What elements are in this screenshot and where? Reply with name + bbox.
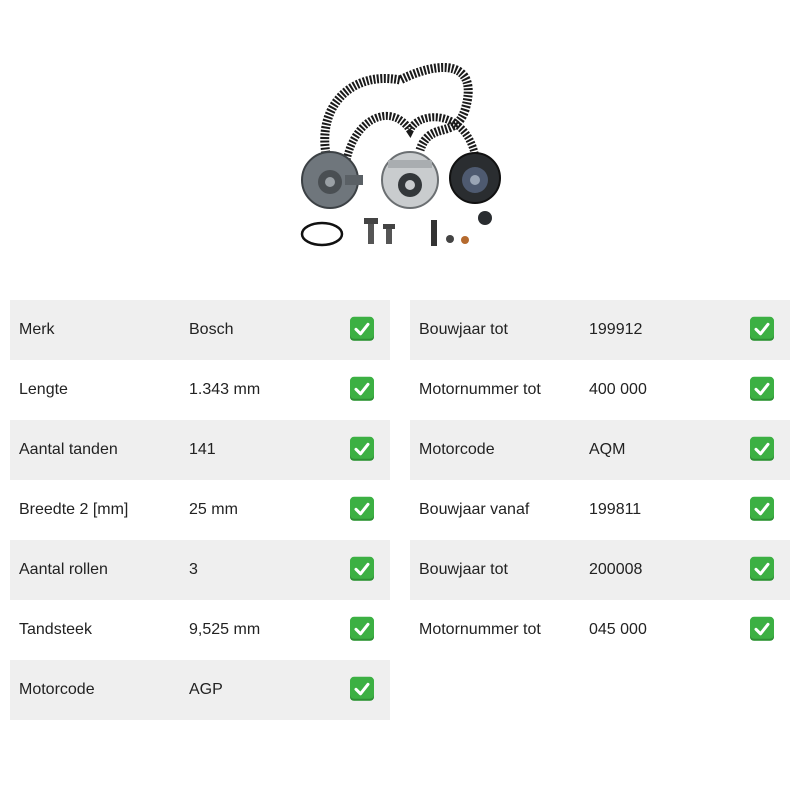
check-icon <box>350 317 374 341</box>
check-icon <box>350 497 374 521</box>
check-icon <box>750 557 774 581</box>
spec-table-right <box>410 300 790 660</box>
spec-value: 199811 <box>589 501 642 518</box>
spec-row <box>10 540 390 600</box>
spec-value: 9,525 mm <box>189 621 261 638</box>
spec-table-left <box>10 300 390 720</box>
spec-value: 045 000 <box>589 621 647 638</box>
check-icon <box>750 377 774 401</box>
check-icon <box>750 317 774 341</box>
check-icon <box>350 557 374 581</box>
spec-value: AQM <box>589 441 626 458</box>
spec-label: Motorcode <box>419 441 495 458</box>
spec-label: Bouwjaar vanaf <box>419 501 530 518</box>
spec-value: Bosch <box>189 321 234 338</box>
check-icon <box>350 377 374 401</box>
spec-value: 199912 <box>589 321 643 338</box>
spec-row <box>10 480 390 540</box>
spec-value: AGP <box>189 681 223 698</box>
spec-label: Motornummer tot <box>419 381 541 398</box>
spec-row <box>10 300 390 360</box>
spec-label: Motornummer tot <box>419 621 541 638</box>
spec-row <box>410 360 790 420</box>
spec-row <box>10 360 390 420</box>
spec-row <box>10 420 390 480</box>
check-icon <box>750 437 774 461</box>
check-icon <box>750 617 774 641</box>
spec-label: Lengte <box>19 381 68 398</box>
spec-label: Bouwjaar tot <box>419 321 508 338</box>
spec-row <box>410 300 790 360</box>
spec-value: 1.343 mm <box>189 381 261 398</box>
spec-label: Tandsteek <box>19 621 92 638</box>
spec-row <box>410 480 790 540</box>
timing-belt-kit-image <box>290 50 510 255</box>
spec-value: 200008 <box>589 561 643 578</box>
spec-row <box>410 540 790 600</box>
spec-label: Aantal rollen <box>19 561 108 578</box>
spec-row <box>410 600 790 660</box>
check-icon <box>350 677 374 701</box>
spec-label: Aantal tanden <box>19 441 118 458</box>
spec-row <box>410 420 790 480</box>
spec-row <box>10 660 390 720</box>
spec-value: 400 000 <box>589 381 647 398</box>
spec-label: Merk <box>19 321 55 338</box>
check-icon <box>750 497 774 521</box>
spec-value: 3 <box>189 561 198 578</box>
spec-label: Motorcode <box>19 681 95 698</box>
check-icon <box>350 437 374 461</box>
spec-label: Breedte 2 [mm] <box>19 501 129 518</box>
spec-row <box>10 600 390 660</box>
spec-label: Bouwjaar tot <box>419 561 508 578</box>
check-icon <box>350 617 374 641</box>
spec-value: 25 mm <box>189 501 238 518</box>
spec-value: 141 <box>189 441 216 458</box>
